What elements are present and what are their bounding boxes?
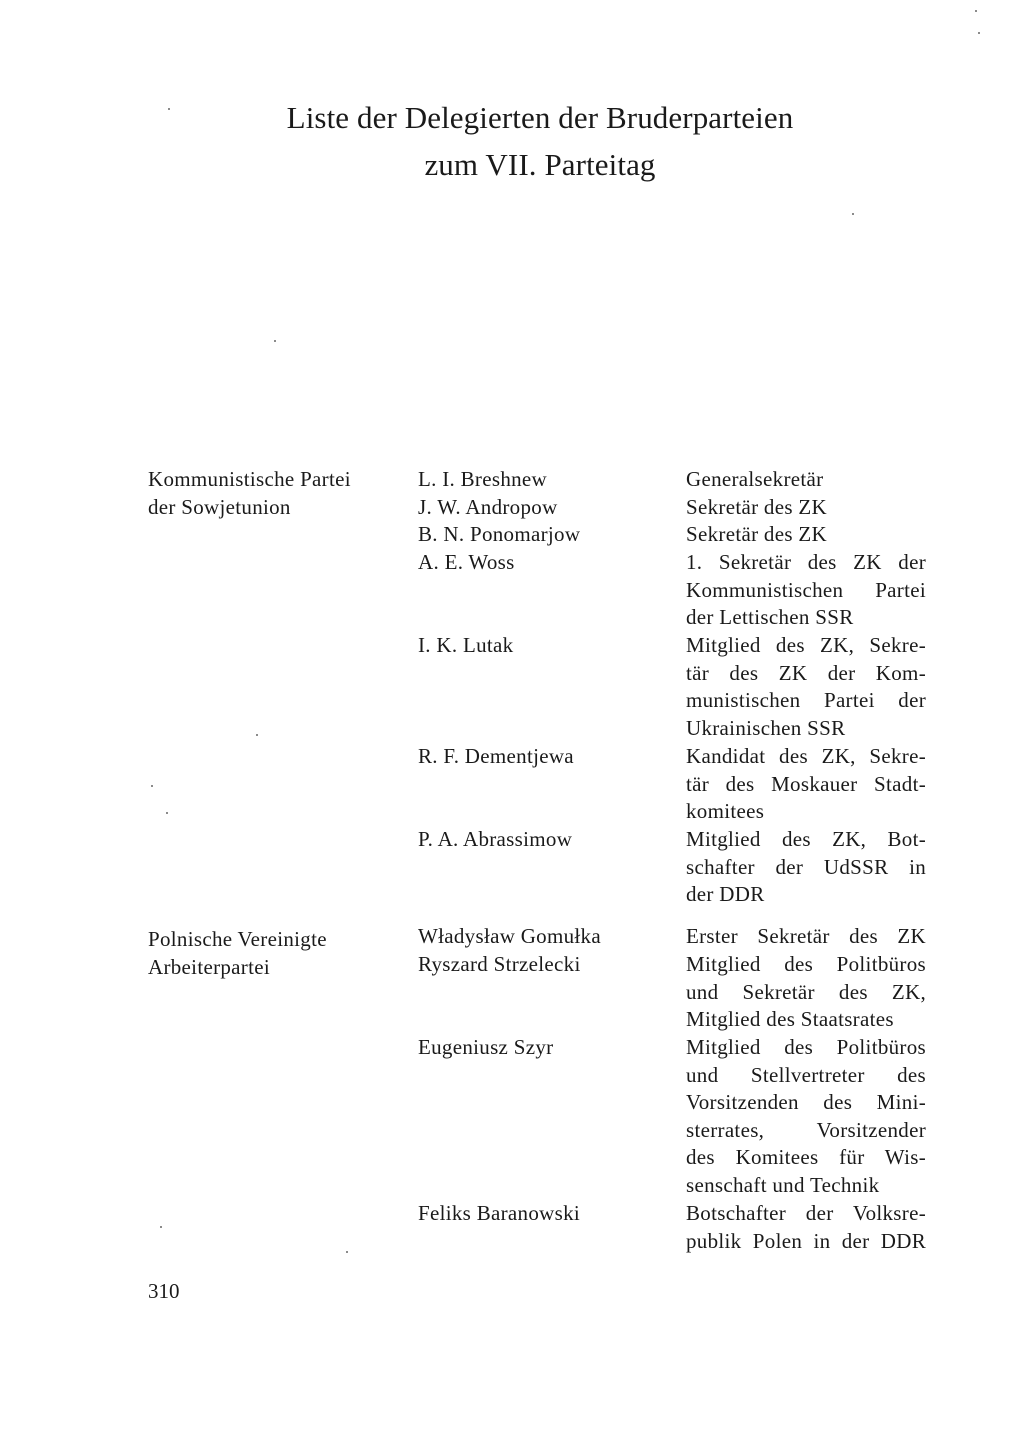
role-line: Mitglied des Politbüros <box>686 1035 926 1059</box>
party-name-line: Kommunistische Partei <box>148 467 351 491</box>
scan-speck <box>160 1226 162 1228</box>
role-line: Kandidat des ZK, Sekre- <box>686 744 926 768</box>
role-line: sterrates, Vorsitzender <box>686 1117 926 1142</box>
delegate-role <box>686 923 926 951</box>
role-line: Botschafter der Volksre- <box>686 1201 926 1225</box>
delegate-name: A. E. Woss <box>418 550 515 574</box>
page-title-line-1: Liste der Delegierten der Bruderparteien <box>286 100 794 135</box>
role-line: der DDR <box>686 882 765 907</box>
role-line: tär des ZK der Kom- <box>686 660 926 685</box>
delegate-role <box>686 826 926 909</box>
delegate-name: L. I. Breshnew <box>418 467 548 491</box>
delegate-name: I. K. Lutak <box>418 633 514 657</box>
role-line: Vorsitzenden des Mini- <box>686 1090 926 1115</box>
role-line: der Lettischen SSR <box>686 605 854 630</box>
party-name-line: Polnische Vereinigte <box>148 927 327 951</box>
role-line: des Komitees für Wis- <box>686 1145 926 1170</box>
delegate-role <box>686 632 926 742</box>
role-line: schafter der UdSSR in <box>686 854 926 879</box>
delegate-name: P. A. Abrassimow <box>418 827 573 851</box>
role-line: Sekretär des ZK <box>686 495 827 519</box>
role-line: komitees <box>686 799 765 824</box>
party-name-line: der Sowjetunion <box>148 495 291 519</box>
scan-speck <box>151 785 153 787</box>
scan-speck <box>978 32 980 34</box>
page-title-line-2: zum VII. Parteitag <box>424 147 656 182</box>
delegate-role <box>686 743 926 826</box>
delegate-role <box>686 466 926 494</box>
delegate-name: Władysław Gomułka <box>418 924 601 948</box>
delegate-name: Ryszard Strzelecki <box>418 952 581 976</box>
role-line: Kommunistischen Partei <box>686 577 926 602</box>
delegate-name: J. W. Andropow <box>418 495 558 519</box>
party-name-line: Arbeiterpartei <box>148 955 270 979</box>
delegate-role <box>686 951 926 1034</box>
delegate-role <box>686 1034 926 1200</box>
scan-speck <box>168 108 170 110</box>
role-line: Ukrainischen SSR <box>686 715 846 740</box>
role-line: Mitglied des Politbüros <box>686 952 926 976</box>
delegate-role <box>686 1200 926 1255</box>
scan-speck <box>274 340 276 342</box>
scan-speck <box>852 213 854 215</box>
delegate-role <box>686 549 926 632</box>
delegate-name: R. F. Dementjewa <box>418 744 574 768</box>
role-line: und Sekretär des ZK, <box>686 979 926 1004</box>
delegate-name: Feliks Baranowski <box>418 1201 581 1225</box>
scan-speck <box>256 734 258 736</box>
delegate-role <box>686 494 926 522</box>
scan-speck <box>166 812 168 814</box>
role-line: publik Polen in der DDR <box>686 1228 926 1253</box>
page-number: 310 <box>148 1279 180 1303</box>
delegate-role <box>686 521 926 549</box>
delegate-name: Eugeniusz Szyr <box>418 1035 554 1059</box>
role-line: Mitglied des ZK, Sekre- <box>686 633 926 657</box>
delegate-name: B. N. Ponomarjow <box>418 522 581 546</box>
role-line: senschaft und Technik <box>686 1172 880 1197</box>
scan-speck <box>975 10 977 12</box>
role-line: und Stellvertreter des <box>686 1062 926 1087</box>
role-line: Sekretär des ZK <box>686 522 827 546</box>
role-line: tär des Moskauer Stadt- <box>686 771 926 796</box>
role-line: munistischen Partei der <box>686 688 926 713</box>
scan-speck <box>346 1251 348 1253</box>
role-line: Generalsekretär <box>686 467 824 491</box>
role-line: Mitglied des Staatsrates <box>686 1007 894 1032</box>
role-line: Erster Sekretär des ZK <box>686 924 926 948</box>
role-line: Mitglied des ZK, Bot- <box>686 827 926 851</box>
role-line: 1. Sekretär des ZK der <box>686 550 926 574</box>
